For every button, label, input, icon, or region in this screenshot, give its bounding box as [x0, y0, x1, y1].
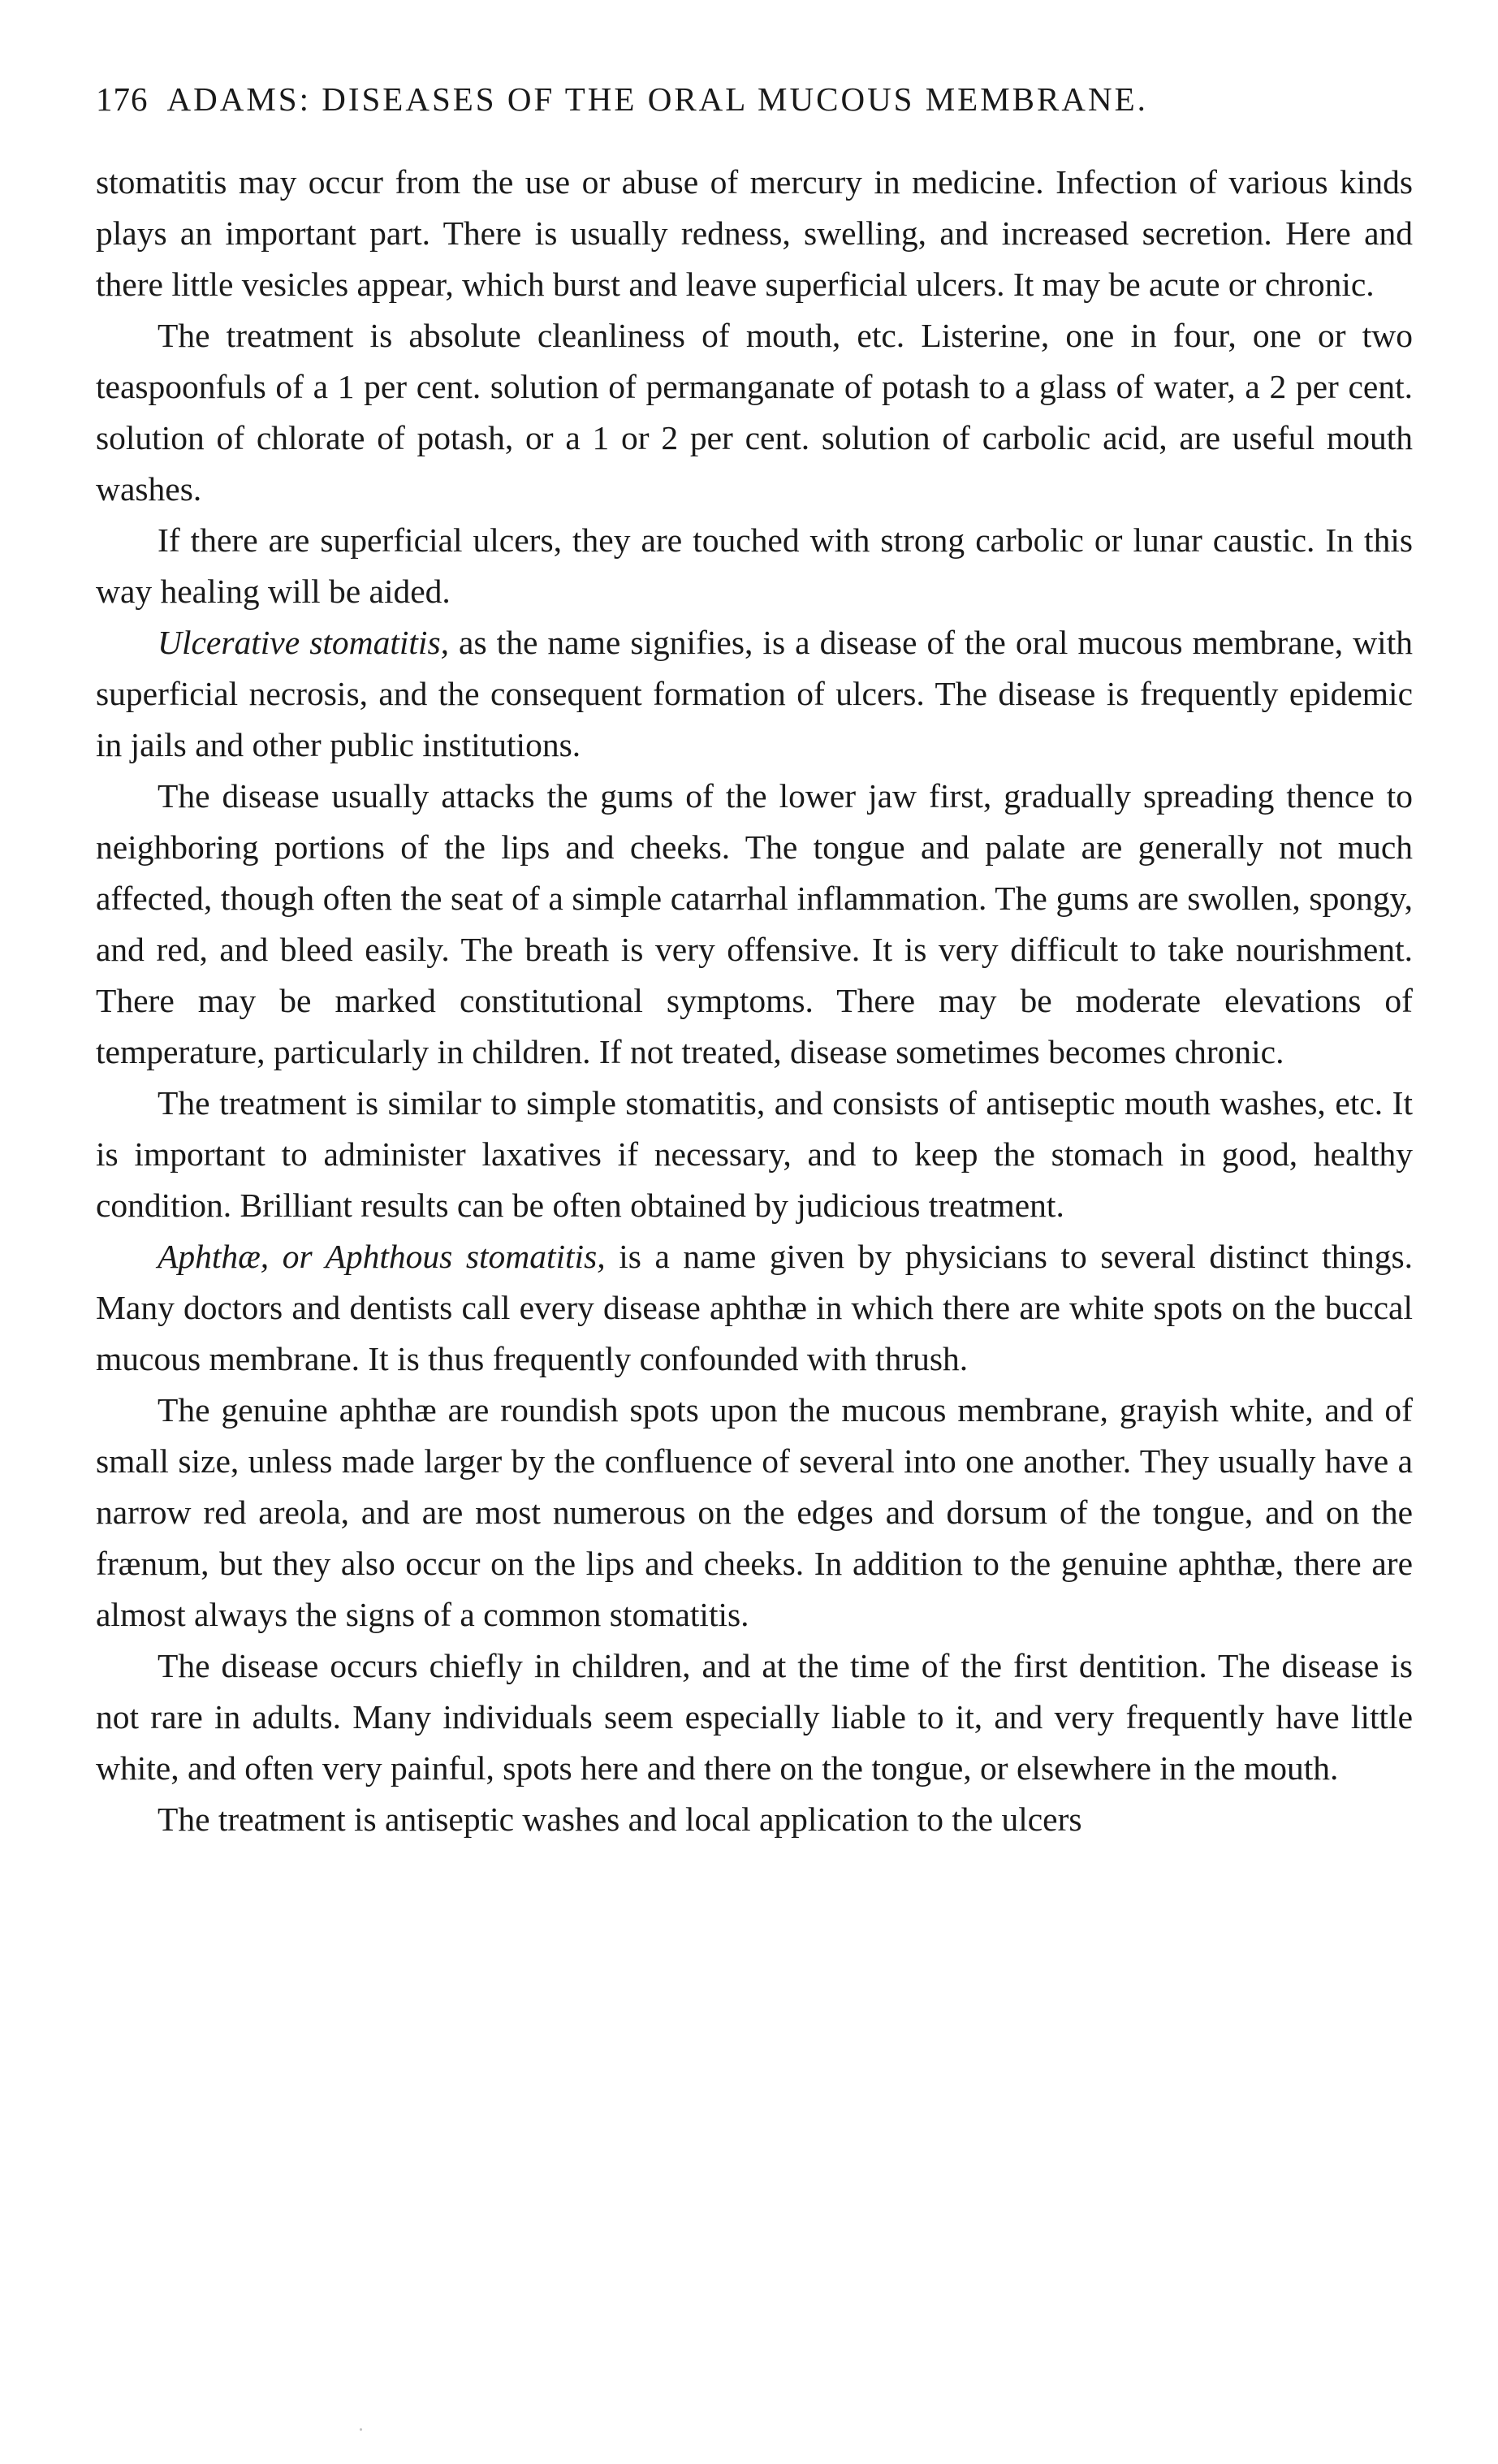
paper-speck: [360, 2428, 362, 2431]
paragraph-ulcerative-symptoms: [96, 771, 1413, 1078]
paragraph-ulcerative-treatment: [96, 1078, 1413, 1231]
paragraph-text: The treatment is similar to simple stomatitis, and consists of antiseptic mouth washes, etc. It is important to administer laxatives if necessary, and to keep the stomach in good, healthy condition. Brilliant results can be often obtained by judicious treatment.: [96, 1084, 1413, 1224]
paragraph-aphthae: [96, 1231, 1413, 1385]
paragraph-text: The treatment is absolute cleanliness of mouth, etc. Listerine, one in four, one or two teaspoonfuls of a 1 per cent. solution of permanganate of potash to a glass of water, a 2 per cent. solution of chlorate of potash, or a 1 or 2 per cent. solution of carbolic acid, are useful mouth washes.: [96, 317, 1413, 508]
running-header: [96, 80, 1413, 118]
body-text: [96, 157, 1413, 1845]
paragraph-text: The genuine aphthæ are roundish spots upon the mucous membrane, grayish white, and of small size, unless made larger by the confluence of several into one another. They usually have a narrow red areola, and are most numerous on the edges and dorsum of the tongue, and on the frænum, but they also occur on the lips and cheeks. In addition to the genuine aphthæ, there are almost always the signs of a common stomatitis.: [96, 1391, 1413, 1633]
running-title: ADAMS: DISEASES OF THE ORAL MUCOUS MEMBRANE.: [166, 80, 1148, 118]
paragraph-aphthae-treatment: [96, 1794, 1413, 1845]
italic-term: Ulcerative stomatitis,: [158, 624, 449, 661]
paragraph-ulcerative-stomatitis: [96, 617, 1413, 771]
italic-term: Aphthæ, or Aphthous stomatitis,: [158, 1238, 606, 1275]
paragraph-text: The disease usually attacks the gums of the lower jaw first, gradually spreading thence to neighboring portions of the lips and cheeks. The tongue and palate are generally not much affected, though often the seat of a simple catarrhal inflammation. The gums are swollen, spongy, and red, and bleed easily. The breath is very offensive. It is very difficult to take nourishment. There may be marked constitutional symptoms. There may be moderate elevations of temperature, particularly in children. If not treated, disease sometimes becomes chronic.: [96, 777, 1413, 1070]
paragraph-occurrence: [96, 1641, 1413, 1794]
paragraph-superficial-ulcers: [96, 515, 1413, 617]
paragraph-text: is a name given by physicians to several distinct things. Many doctors and dentists call every disease aphthæ in which there are white spots on the buccal mucous membrane. It is thus frequently confounded with thrush.: [96, 1238, 1413, 1377]
paragraph-text: stomatitis may occur from the use or abuse of mercury in medicine. Infection of various kinds plays an important part. There is usually redness, swelling, and increased secretion. Here and there little vesicles appear, which burst and leave superficial ulcers. It may be acute or chronic.: [96, 163, 1413, 303]
book-page: [96, 80, 1413, 1845]
paragraph-continued: [96, 157, 1413, 310]
paragraph-treatment-simple: [96, 310, 1413, 515]
paragraph-text: The disease occurs chiefly in children, and at the time of the first dentition. The disease is not rare in adults. Many individuals seem especially liable to it, and very frequently have little white, and often very painful, spots here and there on the tongue, or elsewhere in the mouth.: [96, 1647, 1413, 1787]
page-number: 176: [96, 80, 149, 118]
paragraph-text: as the name signifies, is a disease of the oral mucous membrane, with superficial necrosis, and the consequent formation of ulcers. The disease is frequently epidemic in jails and other public institutions.: [96, 624, 1413, 763]
paragraph-genuine-aphthae: [96, 1385, 1413, 1641]
paragraph-text: If there are superficial ulcers, they are touched with strong carbolic or lunar caustic. In this way healing will be aided.: [96, 521, 1413, 610]
paragraph-text: The treatment is antiseptic washes and local application to the ulcers: [158, 1800, 1082, 1838]
